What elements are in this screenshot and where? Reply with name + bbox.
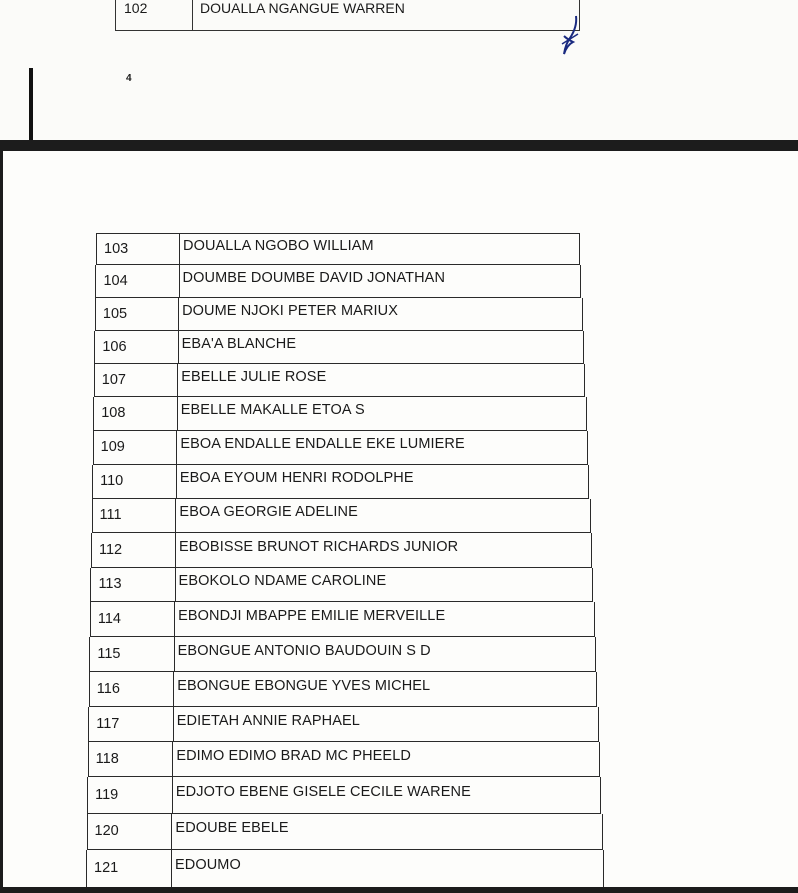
row-name: EBOA GEORGIE ADELINE [179, 504, 358, 520]
row-name: EBONGUE EBONGUE YVES MICHEL [177, 677, 431, 694]
table-row [95, 265, 581, 298]
column-divider [176, 431, 177, 464]
table-row [87, 814, 603, 850]
column-divider [171, 850, 172, 887]
row-name: EBOA EYOUM HENRI RODOLPHE [179, 470, 414, 486]
column-divider [175, 568, 176, 601]
table-row [92, 499, 591, 533]
table-row [115, 0, 580, 31]
row-number: 105 [102, 305, 128, 322]
column-divider [176, 465, 177, 498]
column-divider [172, 742, 173, 776]
row-name: EDIMO EDIMO BRAD MC PHEELD [176, 747, 411, 764]
page-edge [0, 140, 3, 893]
column-divider [174, 637, 175, 671]
column-divider [175, 499, 176, 532]
column-divider [179, 234, 180, 264]
row-name: DOUALLA NGOBO WILLIAM [183, 238, 374, 254]
page-edge-shadow [29, 68, 33, 142]
table-row [90, 602, 595, 637]
table-row [89, 672, 598, 707]
table-row [93, 397, 586, 431]
table-row [88, 707, 598, 742]
row-name: EBA'A BLANCHE [181, 335, 297, 352]
row-number: 117 [96, 715, 120, 732]
table-row [95, 298, 583, 331]
row-number: 107 [101, 371, 126, 388]
table-row [94, 364, 586, 397]
row-number: 113 [98, 576, 122, 592]
row-number: 114 [97, 610, 121, 627]
table-row [89, 637, 596, 672]
row-name: EBONDJI MBAPPE EMILIE MERVEILLE [178, 607, 446, 624]
previous-page [0, 0, 798, 140]
page-number: 4 [126, 73, 132, 84]
table-row [96, 233, 580, 265]
column-divider [172, 777, 173, 813]
table-row [90, 568, 593, 602]
row-number: 119 [95, 786, 119, 803]
column-divider [173, 672, 174, 706]
table-row [86, 850, 604, 888]
row-number: 103 [104, 241, 129, 257]
signature-mark [556, 14, 584, 65]
row-name: EDOUBE EBELE [175, 820, 289, 836]
row-number: 106 [102, 338, 127, 355]
table-row [94, 331, 584, 364]
row-number: 118 [95, 750, 119, 767]
page-bottom-edge [0, 887, 798, 893]
column-divider [174, 602, 175, 636]
column-divider [192, 0, 193, 30]
column-divider [171, 814, 172, 849]
row-name: EBELLE JULIE ROSE [181, 368, 327, 385]
row-name: EBELLE MAKALLE ETOA S [180, 402, 365, 418]
row-name: DOUALLA NGANGUE WARREN [200, 0, 405, 16]
row-name: EDJOTO EBENE GISELE CECILE WARENE [175, 783, 471, 800]
table-row [93, 431, 588, 465]
row-name: DOUME NJOKI PETER MARIUX [182, 302, 398, 319]
page-separator [0, 140, 798, 151]
column-divider [175, 533, 176, 567]
column-divider [177, 364, 178, 396]
row-name: EDIETAH ANNIE RAPHAEL [176, 712, 360, 729]
table-row [88, 742, 600, 777]
row-number: 116 [96, 680, 120, 697]
row-number: 102 [124, 0, 148, 16]
column-divider [177, 397, 178, 430]
row-number: 109 [100, 439, 125, 455]
row-number: 108 [101, 405, 126, 421]
row-number: 111 [99, 507, 122, 523]
row-name: EBOA ENDALLE ENDALLE EKE LUMIERE [180, 436, 465, 452]
row-number: 115 [97, 645, 121, 662]
row-name: DOUMBE DOUMBE DAVID JONATHAN [182, 269, 446, 286]
row-number: 110 [100, 473, 124, 489]
column-divider [179, 265, 180, 297]
row-number: 120 [94, 823, 119, 839]
row-name: EBOBISSE BRUNOT RICHARDS JUNIOR [179, 538, 459, 555]
row-number: 112 [99, 541, 123, 558]
row-number: 104 [103, 272, 128, 289]
table-row [92, 465, 589, 499]
row-number: 121 [94, 860, 119, 876]
column-divider [173, 707, 174, 741]
column-divider [178, 298, 179, 330]
row-name: EBOKOLO NDAME CAROLINE [178, 573, 387, 589]
table-row [91, 533, 592, 568]
row-name: EBONGUE ANTONIO BAUDOUIN S D [177, 642, 431, 659]
column-divider [178, 331, 179, 363]
table-row [87, 777, 601, 814]
row-name: EDOUMO [175, 857, 241, 873]
